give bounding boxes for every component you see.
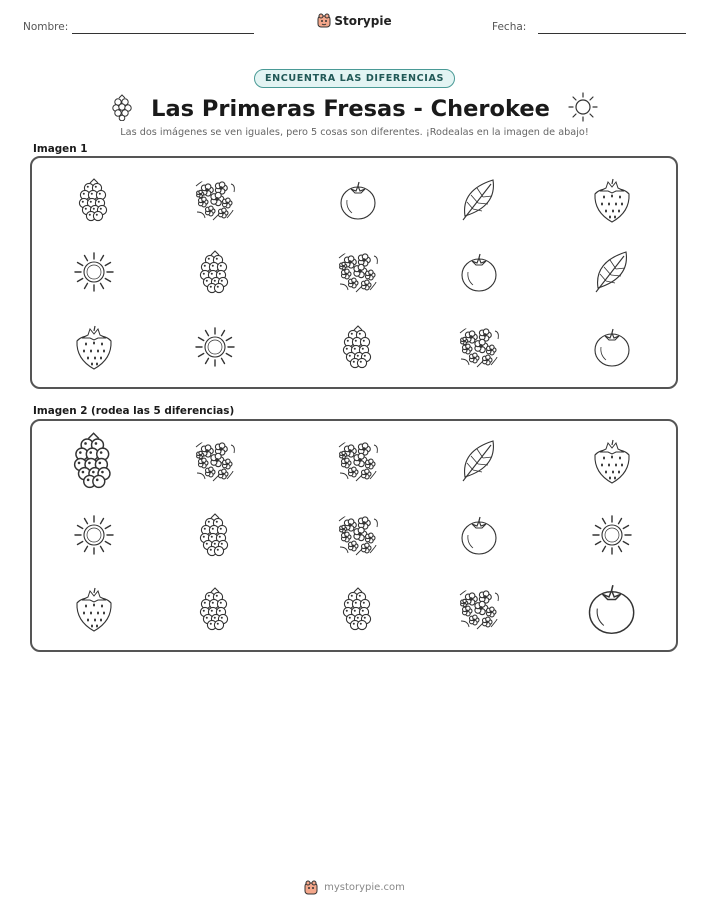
tomato-icon <box>457 250 501 294</box>
leaf-icon <box>457 178 501 222</box>
blackberry-icon <box>193 250 237 294</box>
activity-badge: ENCUENTRA LAS DIFERENCIAS <box>254 69 455 88</box>
footer-url[interactable]: mystorypie.com <box>324 882 405 893</box>
image2-item-sun[interactable] <box>590 513 634 557</box>
strawberry-icon <box>590 178 634 222</box>
flowers-icon <box>336 250 380 294</box>
image1-item-flowers <box>336 250 380 294</box>
image2-label: Imagen 2 (rodea las 5 diferencias) <box>33 405 235 417</box>
tomato-icon <box>590 325 634 369</box>
image1-item-sun <box>193 325 237 369</box>
image2-item-flowers[interactable] <box>193 439 237 483</box>
image1-item-blackberry <box>72 178 116 222</box>
date-line[interactable] <box>538 33 686 34</box>
image2-item-blackberry[interactable] <box>193 513 237 557</box>
tomato-icon <box>336 178 380 222</box>
strawberry-icon <box>72 325 116 369</box>
page-title: Las Primeras Fresas - Cherokee <box>151 96 550 122</box>
image2-item-flowers[interactable] <box>457 587 501 631</box>
blackberry-icon <box>65 432 122 489</box>
image1-item-tomato <box>590 325 634 369</box>
title-blackberry-icon <box>111 93 133 125</box>
image1-item-leaf <box>457 178 501 222</box>
sun-icon <box>590 513 634 557</box>
image1-item-strawberry <box>72 325 116 369</box>
sun-icon <box>568 92 598 122</box>
image2-item-leaf[interactable] <box>457 439 501 483</box>
strawberry-icon <box>590 439 634 483</box>
image1-item-flowers <box>457 325 501 369</box>
image2-item-sun[interactable] <box>72 513 116 557</box>
flowers-icon <box>193 178 237 222</box>
image2-item-blackberry[interactable] <box>193 587 237 631</box>
image2-item-strawberry[interactable] <box>72 587 116 631</box>
image1-item-sun <box>72 250 116 294</box>
flowers-icon <box>336 439 380 483</box>
image2-item-flowers[interactable] <box>336 513 380 557</box>
flowers-icon <box>457 325 501 369</box>
image1-panel <box>30 156 678 389</box>
blackberry-icon <box>193 513 237 557</box>
image2-item-flowers[interactable] <box>336 439 380 483</box>
image2-panel[interactable] <box>30 419 678 652</box>
footer <box>0 880 709 895</box>
flowers-icon <box>336 513 380 557</box>
strawberry-icon <box>72 587 116 631</box>
blackberry-icon <box>111 93 133 121</box>
brand <box>0 13 709 32</box>
image1-label: Imagen 1 <box>33 143 88 155</box>
image1-item-tomato <box>336 178 380 222</box>
blackberry-icon <box>336 587 380 631</box>
image1-item-tomato <box>457 250 501 294</box>
image1-item-leaf <box>590 250 634 294</box>
leaf-icon <box>457 439 501 483</box>
instructions: Las dos imágenes se ven iguales, pero 5 cosas son diferentes. ¡Rodealas en la imagen de abajo! <box>120 127 589 138</box>
image2-item-tomato[interactable] <box>583 580 640 637</box>
image2-item-strawberry[interactable] <box>590 439 634 483</box>
title-sun-icon <box>568 92 598 126</box>
storypie-logo-icon <box>304 880 318 895</box>
blackberry-icon <box>72 178 116 222</box>
flowers-icon <box>457 587 501 631</box>
image2-item-blackberry[interactable] <box>336 587 380 631</box>
tomato-icon <box>583 580 640 637</box>
tomato-icon <box>457 513 501 557</box>
image1-item-strawberry <box>590 178 634 222</box>
flowers-icon <box>193 439 237 483</box>
image2-item-tomato[interactable] <box>457 513 501 557</box>
image1-item-blackberry <box>336 325 380 369</box>
sun-icon <box>193 325 237 369</box>
image1-item-blackberry <box>193 250 237 294</box>
image1-item-flowers <box>193 178 237 222</box>
blackberry-icon <box>193 587 237 631</box>
storypie-logo-icon <box>317 13 331 28</box>
name-line[interactable] <box>72 33 254 34</box>
blackberry-icon <box>336 325 380 369</box>
brand-name: Storypie <box>334 13 392 28</box>
sun-icon <box>72 250 116 294</box>
sun-icon <box>72 513 116 557</box>
date-label: Fecha: <box>492 21 527 33</box>
leaf-icon <box>590 250 634 294</box>
name-label: Nombre: <box>23 21 69 33</box>
image2-item-blackberry[interactable] <box>65 432 122 489</box>
